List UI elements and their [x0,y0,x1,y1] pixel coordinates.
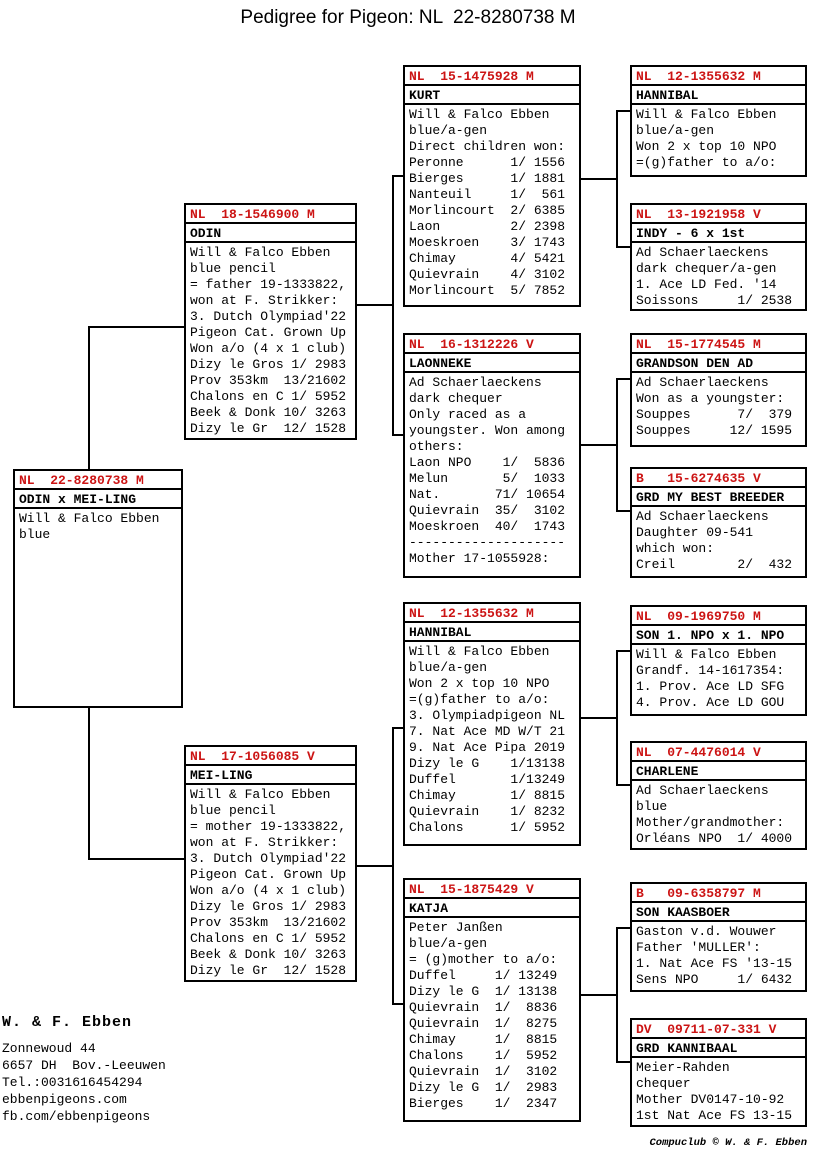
text-line: ebbenpigeons.com [2,1092,127,1107]
connector-line [581,444,616,446]
pedigree-box-dam-dam-sire [630,882,807,992]
text-line: Morlincourt 5/ 7852 [409,283,566,298]
pigeon-details [632,781,805,847]
text-line: Quievrain 1/ 8232 [409,804,566,819]
pedigree-box-dam-dam-dam [630,1018,807,1127]
text-line: Dizy le G 1/13138 [409,756,566,771]
connector-line [357,304,392,306]
page-title: Pedigree for Pigeon: NL 22-8280738 M [240,7,576,28]
text-line: 3. Olympiadpigeon NL [409,708,566,723]
text-line: Dizy le Gr 12/ 1528 [190,963,347,978]
text-line: Only raced as a [409,407,527,422]
ring-number: NL 09-1969750 M [632,607,805,626]
ring-number: NL 15-1774545 M [632,335,805,354]
text-line: 1. Nat Ace FS '13-15 [636,956,793,971]
connector-line [88,708,90,860]
pigeon-name: KATJA [405,899,579,918]
ring-number: B 09-6358797 M [632,884,805,903]
text-line: Won as a youngster: [636,391,785,406]
pigeon-details [15,509,181,543]
connector-line [88,858,184,860]
ring-number: NL 13-1921958 V [632,205,805,224]
text-line: fb.com/ebbenpigeons [2,1109,151,1124]
pigeon-details [632,105,805,171]
connector-line [616,1061,630,1063]
text-line: Chalons 1/ 5952 [409,820,566,835]
text-line: Souppes 12/ 1595 [636,423,793,438]
pigeon-details [632,373,805,439]
connector-line [392,175,403,177]
pigeon-details [186,785,355,979]
text-line: Dizy le G 1/ 13138 [409,984,558,999]
text-line: blue [19,527,51,542]
text-line: Prov 353km 13/21602 [190,373,347,388]
ring-number: NL 16-1312226 V [405,335,579,354]
pigeon-name: GRD KANNIBAAL [632,1039,805,1058]
connector-line [616,378,618,512]
connector-line [616,650,630,652]
pigeon-details [186,243,355,437]
text-line: blue/a-gen [409,660,488,675]
text-line: Chalons 1/ 5952 [409,1048,558,1063]
text-line: 1. Prov. Ace LD SFG [636,679,785,694]
text-line: Will & Falco Ebben [409,107,550,122]
text-line: Gaston v.d. Wouwer [636,924,777,939]
text-line: Will & Falco Ebben [190,245,331,260]
ring-number: NL 17-1056085 V [186,747,355,766]
text-line: Will & Falco Ebben [19,511,160,526]
text-line: 3. Dutch Olympiad'22 [190,309,347,324]
ring-number: B 15-6274635 V [632,469,805,488]
text-line: Ad Schaerlaeckens [636,245,769,260]
text-line: Melun 5/ 1033 [409,471,566,486]
pigeon-name: GRANDSON DEN AD [632,354,805,373]
text-line: Bierges 1/ 2347 [409,1096,558,1111]
connector-line [88,326,184,328]
connector-line [616,650,618,786]
text-line: won at F. Strikker: [190,835,339,850]
text-line: Won 2 x top 10 NPO [409,676,550,691]
text-line: dark chequer/a-gen [636,261,777,276]
credit-line: Compuclub © W. & F. Ebben [649,1137,807,1149]
text-line: Mother 17-1055928: [409,551,550,566]
text-line: Meier-Rahden [636,1060,730,1075]
pigeon-name: ODIN x MEI-LING [15,490,181,509]
text-line: Will & Falco Ebben [409,644,550,659]
pigeon-name: CHARLENE [632,762,805,781]
text-line: Dizy le Gr 12/ 1528 [190,421,347,436]
ring-number: DV 09711-07-331 V [632,1020,805,1039]
text-line: Ad Schaerlaeckens [636,509,769,524]
text-line: blue pencil [190,261,276,276]
text-line: Morlincourt 2/ 6385 [409,203,566,218]
text-line: Peter Janßen [409,920,503,935]
text-line: Chalons en C 1/ 5952 [190,389,347,404]
text-line: 9. Nat Ace Pipa 2019 [409,740,566,755]
text-line: 6657 DH Bov.-Leeuwen [2,1058,166,1073]
ring-number: NL 07-4476014 V [632,743,805,762]
ring-number: NL 18-1546900 M [186,205,355,224]
text-line: others: [409,439,464,454]
text-line: Quievrain 1/ 8836 [409,1000,558,1015]
text-line: Will & Falco Ebben [636,107,777,122]
text-line: Peronne 1/ 1556 [409,155,566,170]
text-line: Beek & Donk 10/ 3263 [190,947,347,962]
pigeon-name: SON KAASBOER [632,903,805,922]
breeder-name: W. & F. Ebben [2,1014,133,1031]
pigeon-details [632,243,805,309]
pigeon-details [632,645,805,711]
ring-number: NL 22-8280738 M [15,471,181,490]
text-line: Nanteuil 1/ 561 [409,187,566,202]
text-line: = (g)mother to a/o: [409,952,558,967]
text-line: Will & Falco Ebben [190,787,331,802]
text-line: Duffel 1/ 13249 [409,968,558,983]
pigeon-details [632,507,805,573]
text-line: 4. Prov. Ace LD GOU [636,695,785,710]
connector-line [616,927,618,1063]
connector-line [616,110,630,112]
connector-line [392,175,394,436]
text-line: Creil 2/ 432 [636,557,793,572]
text-line: Prov 353km 13/21602 [190,915,347,930]
text-line: Chimay 1/ 8815 [409,788,566,803]
text-line: Quievrain 1/ 3102 [409,1064,558,1079]
connector-line [392,727,394,1005]
text-line: Grandf. 14-1617354: [636,663,785,678]
connector-line [392,727,403,729]
text-line: blue/a-gen [409,936,488,951]
text-line: Daughter 09-541 [636,525,754,540]
pigeon-name: SON 1. NPO x 1. NPO [632,626,805,645]
text-line: Sens NPO 1/ 6432 [636,972,793,987]
ring-number: NL 15-1475928 M [405,67,579,86]
text-line: =(g)father to a/o: [636,155,777,170]
pedigree-box-dam-sire [403,602,581,846]
text-line: Father 'MULLER': [636,940,761,955]
pigeon-name: KURT [405,86,579,105]
text-line: blue/a-gen [409,123,488,138]
text-line: Tel.:0031616454294 [2,1075,143,1090]
text-line: Duffel 1/13249 [409,772,566,787]
pigeon-details [632,922,805,988]
text-line: Moeskroen 40/ 1743 [409,519,566,534]
connector-line [616,110,618,248]
text-line: chequer [636,1076,691,1091]
connector-line [616,246,630,248]
text-line: Won a/o (4 x 1 club) [190,341,347,356]
text-line: 3. Dutch Olympiad'22 [190,851,347,866]
text-line: Bierges 1/ 1881 [409,171,566,186]
pigeon-details [405,918,579,1112]
text-line: Quievrain 1/ 8275 [409,1016,558,1031]
text-line: 7. Nat Ace MD W/T 21 [409,724,566,739]
pigeon-name: HANNIBAL [405,623,579,642]
text-line: Will & Falco Ebben [636,647,777,662]
pigeon-details [632,1058,805,1124]
pigeon-details [405,105,579,299]
text-line: Ad Schaerlaeckens [409,375,542,390]
text-line: 1st Nat Ace FS 13-15 [636,1108,793,1123]
text-line: Moeskroen 3/ 1743 [409,235,566,250]
text-line: Laon 2/ 2398 [409,219,566,234]
text-line: blue/a-gen [636,123,715,138]
connector-line [616,510,630,512]
pedigree-box-dam-sire-sire [630,605,807,716]
ring-number: NL 12-1355632 M [405,604,579,623]
text-line: Orléans NPO 1/ 4000 [636,831,793,846]
text-line: Direct children won: [409,139,566,154]
text-line: won at F. Strikker: [190,293,339,308]
connector-line [581,994,616,996]
text-line: Chalons en C 1/ 5952 [190,931,347,946]
text-line: Chimay 1/ 8815 [409,1032,558,1047]
connector-line [616,927,630,929]
text-line: blue [636,799,668,814]
text-line: Souppes 7/ 379 [636,407,793,422]
connector-line [392,1003,403,1005]
text-line: Dizy le G 1/ 2983 [409,1080,558,1095]
connector-line [392,434,403,436]
text-line: Nat. 71/ 10654 [409,487,566,502]
connector-line [88,327,90,469]
text-line: =(g)father to a/o: [409,692,550,707]
pedigree-box-subject [13,469,183,708]
text-line: = father 19-1333822, [190,277,347,292]
connector-line [616,784,630,786]
breeder-address [2,1040,166,1125]
pedigree-box-sire-sire-dam [630,203,807,311]
text-line: Mother DV0147-10-92 [636,1092,785,1107]
text-line: Pigeon Cat. Grown Up [190,867,347,882]
connector-line [581,178,616,180]
connector-line [581,717,616,719]
text-line: blue pencil [190,803,276,818]
pedigree-box-sire-dam-sire [630,333,807,447]
text-line: Ad Schaerlaeckens [636,375,769,390]
pigeon-name: GRD MY BEST BREEDER [632,488,805,507]
connector-line [357,865,392,867]
pedigree-box-dam-sire-dam [630,741,807,850]
text-line: dark chequer [409,391,503,406]
text-line: Laon NPO 1/ 5836 [409,455,566,470]
text-line: Zonnewoud 44 [2,1041,96,1056]
text-line: Dizy le Gros 1/ 2983 [190,899,347,914]
pigeon-name: LAONNEKE [405,354,579,373]
pedigree-box-dam [184,745,357,982]
text-line: Soissons 1/ 2538 [636,293,793,308]
pigeon-details [405,642,579,836]
pedigree-box-sire-sire-sire [630,65,807,177]
pedigree-box-sire-dam-dam [630,467,807,578]
pigeon-name: INDY - 6 x 1st [632,224,805,243]
text-line: Dizy le Gros 1/ 2983 [190,357,347,372]
text-line: Beek & Donk 10/ 3263 [190,405,347,420]
pedigree-box-dam-dam [403,878,581,1122]
connector-line [616,378,630,380]
text-line: -------------------- [409,535,566,550]
text-line: youngster. Won among [409,423,566,438]
text-line: 1. Ace LD Fed. '14 [636,277,777,292]
text-line: Quievrain 35/ 3102 [409,503,566,518]
text-line: = mother 19-1333822, [190,819,347,834]
ring-number: NL 12-1355632 M [632,67,805,86]
pigeon-details [405,373,579,567]
pigeon-name: ODIN [186,224,355,243]
pedigree-box-sire-dam [403,333,581,578]
text-line: Ad Schaerlaeckens [636,783,769,798]
ring-number: NL 15-1875429 V [405,880,579,899]
pedigree-box-sire [184,203,357,440]
text-line: which won: [636,541,715,556]
text-line: Won 2 x top 10 NPO [636,139,777,154]
pigeon-name: HANNIBAL [632,86,805,105]
pigeon-name: MEI-LING [186,766,355,785]
text-line: Pigeon Cat. Grown Up [190,325,347,340]
text-line: Mother/grandmother: [636,815,785,830]
text-line: Chimay 4/ 5421 [409,251,566,266]
text-line: Quievrain 4/ 3102 [409,267,566,282]
pedigree-box-sire-sire [403,65,581,307]
text-line: Won a/o (4 x 1 club) [190,883,347,898]
